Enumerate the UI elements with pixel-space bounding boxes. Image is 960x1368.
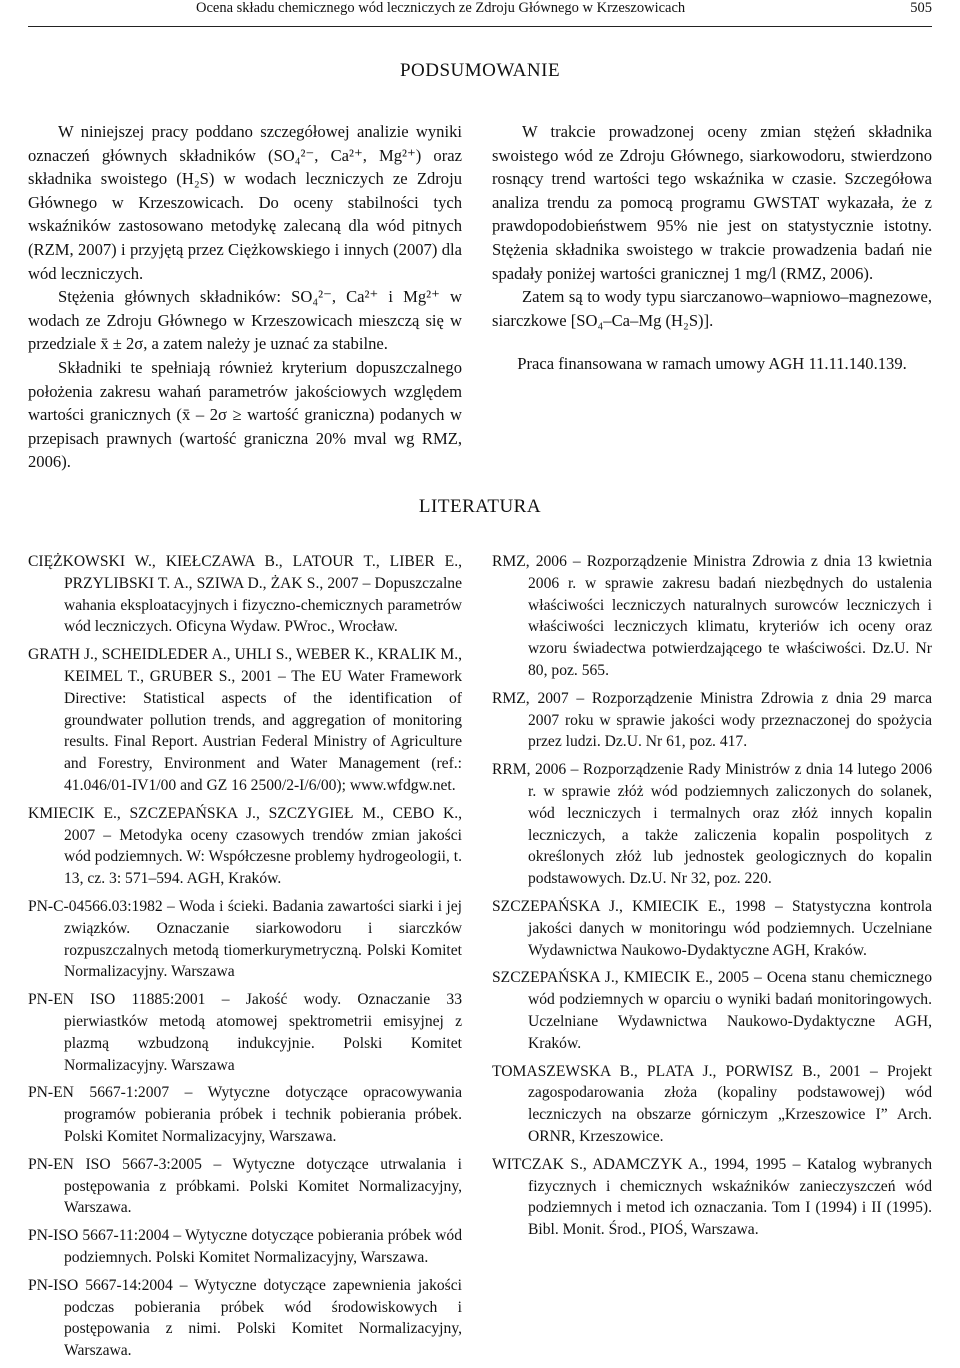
reference-item: PN-ISO 5667-11:2004 – Wytyczne dotyczące pobierania próbek wód podziemnych. Polski Komitet Normalizacyjny, Warszawa. — [28, 1227, 462, 1266]
summary-left-column — [28, 120, 462, 474]
literature-heading: LITERATURA — [418, 496, 542, 517]
running-header — [28, 0, 932, 22]
reference-item: CIĘŻKOWSKI W., KIEŁCZAWA B., LATOUR T., LIBER E., PRZYLIBSKI T. A., SZIWA D., ŻAK S., 2007 – Dopuszczalne wahania eksploatacyjnych i fizyczno-chemicznych parametrów wód leczniczych. Oficyna Wydaw. PWroc., Wrocław. — [28, 553, 462, 636]
reference-item: PN-EN ISO 5667-3:2005 – Wytyczne dotyczące utrwalania i postępowania z próbkami. Polski Komitet Normalizacyjny, Warszawa. — [28, 1155, 462, 1217]
reference-item: PN-EN ISO 11885:2001 – Jakość wody. Oznaczanie 33 pierwiastków metodą atomowej spektrometrii emisyjnej z plazmą wzbudzoną indukcyjnie. Polski Komitet Normalizacyjny. Warszawa — [28, 991, 462, 1074]
reference-item: RMZ, 2006 – Rozporządzenie Ministra Zdrowia z dnia 13 kwietnia 2006 r. w sprawie zakresu badań niezbędnych do ustalenia właściwości leczniczych naturalnych surowców leczniczych i właściwości leczniczych klimatu, kryteriów ich oceny oraz wzoru świadectwa potwierdzającego te właściwości. Dz.U. Nr 80, poz. 565. — [492, 553, 932, 679]
references-right-column — [492, 551, 932, 1247]
reference-item: TOMASZEWSKA B., PLATA J., PORWISZ B., 2001 – Projekt zagospodarowania złoża (kopaliny podstawowej) wód leczniczych na obszarze górniczym „Krzeszowice I” Arch. ORNR, Krzeszowice. — [492, 1062, 932, 1145]
summary-paragraph-4: W trakcie prowadzonej oceny zmian stężeń składnika swoistego wód ze Zdroju Głównego, siarkowodoru, stwierdzono rosnący trend wartości tego wskaźnika w czasie. Szczegółowa analiza trendu za pomocą programu GWSTAT wykazała, że z prawdopodobieństwem 95% nie jest on statystycznie istotny. Stężenia składnika swoistego w trakcie prowadzenia badań nie spadały poniżej wartości granicznej 1 mg/l (RMZ, 2006). — [492, 122, 932, 283]
reference-item: PN-ISO 5667-14:2004 – Wytyczne dotyczące zapewnienia jakości podczas pobierania próbek wód środowiskowych i postępowania z nimi. Polski Komitet Normalizacyjny, Warszawa. — [28, 1276, 462, 1360]
summary-paragraph-1: W niniejszej pracy poddano szczegółowej analizie wyniki oznaczeń głównych składników (SO₄²⁻, Ca²⁺, Mg²⁺) oraz składnika swoistego (H₂S) w wodach leczniczych ze Zdroju Głównego w Krzeszowicach. Do oceny stabilności tych wskaźników zastosowano metodykę zalecaną dla wód pitnych (RZM, 2007) i przyjętą przez Ciężkowskiego i innych (2007) dla wód leczniczych. — [28, 122, 462, 283]
summary-heading: PODSUMOWANIE — [399, 60, 561, 81]
references-left-column — [28, 551, 462, 1368]
reference-item: PN-EN 5667-1:2007 – Wytyczne dotyczące opracowywania programów pobierania próbek i technik pobierania próbek. Polski Komitet Normalizacyjny, Warszawa. — [28, 1084, 462, 1145]
reference-item: SZCZEPAŃSKA J., KMIECIK E., 2005 – Ocena stanu chemicznego wód podziemnych w oparciu o wyniki badań monitoringowych. Uczelniane Wydawnictwa Naukowo-Dydaktyczne AGH, Kraków. — [492, 969, 932, 1052]
reference-item: RRM, 2006 – Rozporządzenie Rady Ministrów z dnia 14 lutego 2006 r. w sprawie złóż wód podziemnych zaliczonych do solanek, wód leczniczych i termalnych oraz złóż innych kopalin leczniczych, a także zaliczenia kopalin pospolitych z określonych złóż lub jednostek geologicznych do kopalin podstawowych. Dz.U. Nr 32, poz. 220. — [492, 761, 932, 888]
summary-right-column — [492, 120, 932, 376]
reference-item: GRATH J., SCHEIDLEDER A., UHLI S., WEBER K., KRALIK M., KEIMEL T., GRUBER S., 2001 – The EU Water Framework Directive: Statistical aspects of the identification of groundwater pollution trends, and aggregation of monitoring results. Final Report. Austrian Federal Ministry of Agriculture and Forestry, Environment and Water Management (ref.: 41.046/01-IV1/00 and GZ 16 2500/2-I/6/00); www.wfdgw.net. — [28, 646, 462, 794]
page-number: 505 — [910, 0, 932, 16]
summary-paragraph-3: Składniki te spełniają również kryterium dopuszczalnego położenia zakresu wahań parametrów jakościowych względem wartości granicznych (x̄ – 2σ ≥ wartość graniczna) podanych w przepisach prawnych (wartość graniczna 20% mval wg RMZ, 2006). — [28, 357, 462, 472]
funding-note: Praca finansowana w ramach umowy AGH 11.11.140.139. — [517, 354, 907, 374]
reference-item: SZCZEPAŃSKA J., KMIECIK E., 1998 – Statystyczna kontrola jakości danych w monitoringu wód podziemnych. Uczelniane Wydawnictwa Naukowo-Dydaktyczne AGH, Kraków. — [492, 897, 932, 959]
reference-item: RMZ, 2007 – Rozporządzenie Ministra Zdrowia z dnia 29 marca 2007 roku w sprawie jakości wody przeznaczonej do spożycia przez ludzi. Dz.U. Nr 61, poz. 417. — [492, 689, 932, 751]
reference-item: WITCZAK S., ADAMCZYK A., 1994, 1995 – Katalog wybranych fizycznych i chemicznych wskaźników zanieczyszczeń wód podziemnych i metod ich oznaczania. Tom I (1994) i II (1995). Bibl. Monit. Środ., PIOŚ, Warszawa. — [492, 1155, 932, 1239]
header-rule — [28, 26, 932, 27]
reference-item: KMIECIK E., SZCZEPAŃSKA J., SZCZYGIEŁ M., CEBO K., 2007 – Metodyka oceny czasowych trendów zmian jakości wód podziemnych. W: Współczesne problemy hydrogeologii, t. 13, cz. 3: 571–594. AGH, Kraków. — [28, 804, 462, 888]
reference-item: PN-C-04566.03:1982 – Woda i ścieki. Badania zawartości siarki i jej związków. Oznaczanie siarkowodoru i siarczków rozpuszczalnych metodą tiomerkurymetryczną. Polski Komitet Normalizacyjny. Warszawa — [28, 897, 462, 981]
running-header-title: Ocena składu chemicznego wód leczniczych ze Zdroju Głównego w Krzeszowicach — [196, 0, 686, 16]
summary-paragraph-5: Zatem są to wody typu siarczanowo–wapniowo–magnezowe, siarczkowe [SO₄–Ca–Mg (H₂S)]. — [492, 287, 932, 330]
summary-paragraph-2: Stężenia głównych składników: SO₄²⁻, Ca²⁺ i Mg²⁺ w wodach ze Zdroju Głównego w Krzeszowicach mieszczą się w przedziale x̄ ± 2σ, a zatem należy je uznać za stabilne. — [28, 287, 462, 354]
